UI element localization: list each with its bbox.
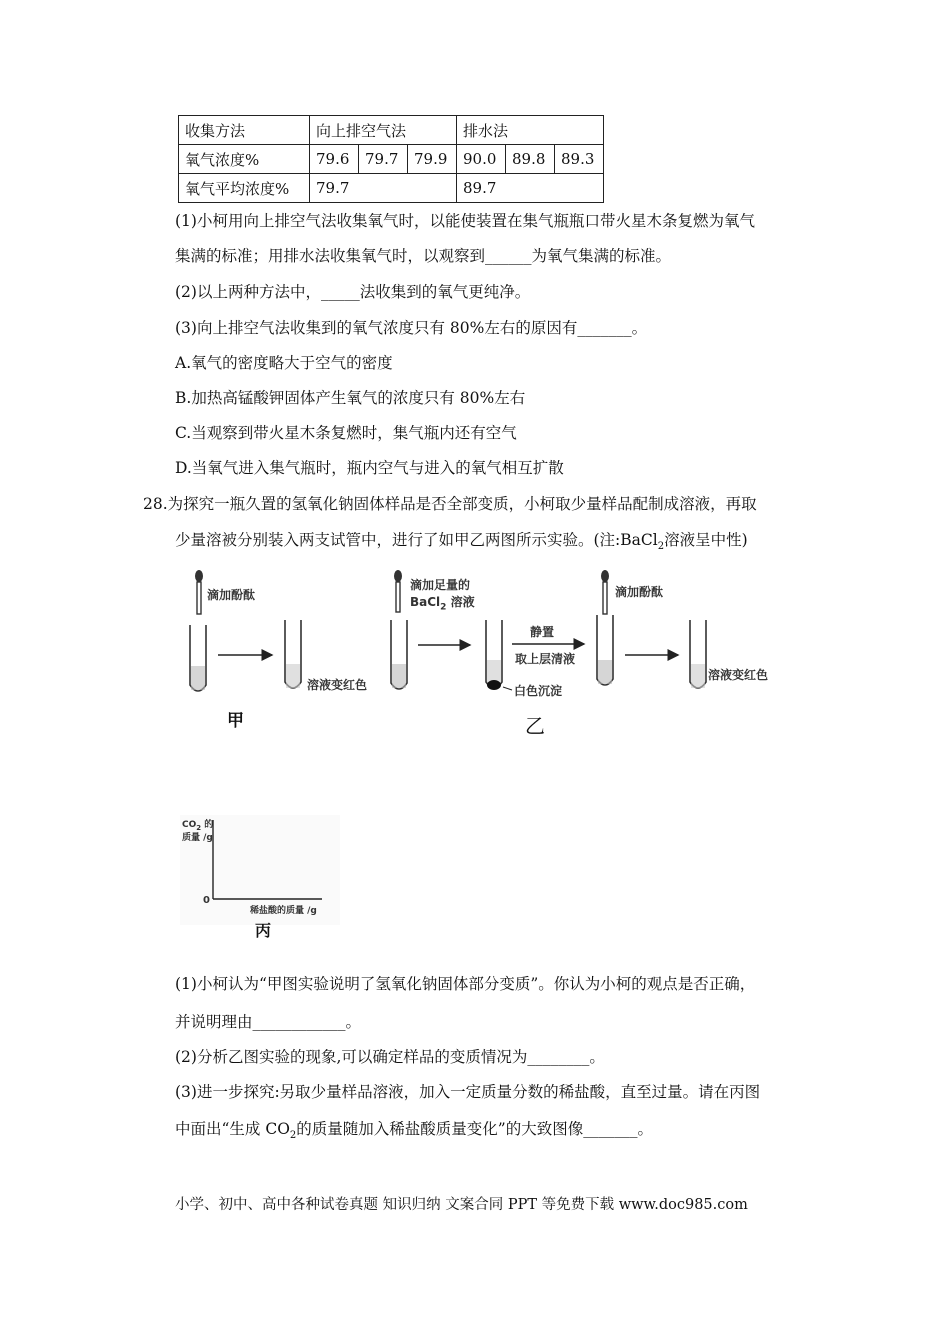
q28-part2: (2)分析乙图实验的现象,可以确定样品的变质情况为________。 — [175, 1048, 605, 1066]
subscript: 2 — [289, 1130, 297, 1142]
table-row-label: 氧气浓度% — [179, 145, 310, 174]
reagent-text: 溶液 — [446, 595, 475, 609]
test-tube-icon — [486, 620, 502, 690]
test-tube-icon — [597, 615, 613, 685]
yi-arrow-top-label: 静置 — [530, 625, 555, 639]
table-cell: 89.8 — [506, 145, 555, 174]
table-header-cell: 排水法 — [457, 116, 604, 145]
table-cell: 79.7 — [310, 174, 457, 203]
test-tube-icon — [690, 620, 706, 688]
test-tube-icon — [285, 620, 301, 688]
subscript: 2 — [440, 602, 447, 613]
q28-intro-text: 少量溶被分别装入两支试管中，进行了如甲乙两图所示实验。(注:BaCl — [175, 531, 658, 549]
table-cell: 90.0 — [457, 145, 506, 174]
q28-part1-line1: (1)小柯认为“甲图实验说明了氢氧化钠固体部分变质”。你认为小柯的观点是否正确， — [175, 975, 756, 993]
q28-part3-text: 中面出“生成 CO — [175, 1120, 290, 1138]
table-cell: 79.7 — [359, 145, 408, 174]
jia-result-label: 溶液变红色 — [307, 678, 368, 692]
pointer-line — [503, 687, 512, 690]
graph-xlabel: 稀盐酸的质量 /g — [250, 906, 317, 916]
yi-arrow-bottom-label: 取上层清液 — [515, 652, 576, 666]
reagent-text: BaCl — [410, 595, 441, 609]
dropper-icon — [601, 570, 609, 614]
dropper-icon — [195, 570, 203, 614]
figure-caption-yi: 乙 — [525, 714, 545, 738]
subscript: 2 — [196, 823, 202, 832]
q27-option-a: A.氧气的密度略大于空气的密度 — [175, 354, 393, 372]
q28-part3-text: 的质量随加入稀盐酸质量变化”的大致图像_______。 — [296, 1120, 653, 1138]
test-tube-icon — [190, 625, 206, 691]
table-header-cell: 收集方法 — [179, 116, 310, 145]
yi-dropper-label-1: 滴加足量的 — [410, 578, 471, 592]
subscript: 2 — [657, 541, 665, 553]
page-footer: 小学、初中、高中各种试卷真题 知识归纳 文案合同 PPT 等免费下载 www.doc985.com — [175, 1197, 748, 1213]
graph-ylabel-line2: 质量 /g — [182, 833, 213, 843]
q27-part2: (2)以上两种方法中，_____法收集到的氧气更纯净。 — [175, 283, 531, 301]
table-cell: 79.6 — [310, 145, 359, 174]
q27-option-d: D.当氧气进入集气瓶时，瓶内空气与进入的氧气相互扩散 — [175, 459, 564, 477]
yi-result-label: 溶液变红色 — [708, 668, 769, 682]
jia-dropper-label: 滴加酚酞 — [207, 588, 256, 602]
graph-ylabel-text: 的 — [201, 820, 214, 830]
q28-intro-text: 溶液呈中性) — [664, 531, 748, 549]
table-header-cell: 向上排空气法 — [310, 116, 457, 145]
q28-part1-line2: 并说明理由____________。 — [175, 1013, 362, 1031]
graph-caption: 丙 — [255, 921, 272, 940]
yi-dropper-label-2 — [410, 593, 475, 612]
q27-part1-line2: 集满的标准；用排水法收集氧气时，以观察到______为氧气集满的标准。 — [175, 247, 672, 265]
test-tube-icon — [391, 620, 407, 689]
q28-part3-line2 — [175, 1119, 653, 1146]
q27-part3: (3)向上排空气法收集到的氧气浓度只有 80%左右的原因有_______。 — [175, 319, 648, 337]
q27-option-b: B.加热高锰酸钾固体产生氧气的浓度只有 80%左右 — [175, 389, 526, 407]
graph-ylabel-text: CO — [182, 820, 197, 830]
table-row-label: 氧气平均浓度% — [179, 174, 310, 203]
yi-dropper2-label: 滴加酚酞 — [615, 585, 664, 599]
q28-part3-line1: (3)进一步探究:另取少量样品溶液，加入一定质量分数的稀盐酸，直至过量。请在丙图 — [175, 1083, 761, 1101]
q27-option-c: C.当观察到带火星木条复燃时，集气瓶内还有空气 — [175, 424, 517, 442]
table-cell: 89.7 — [457, 174, 604, 203]
figure-caption-jia: 甲 — [227, 711, 244, 731]
table-cell: 89.3 — [555, 145, 604, 174]
table-cell: 79.9 — [408, 145, 457, 174]
dropper-icon — [394, 570, 402, 612]
q27-part1-line1: (1)小柯用向上排空气法收集氧气时，以能使装置在集气瓶瓶口带火星木条复燃为氧气 — [175, 212, 755, 230]
q28-intro-line1: 28.为探究一瓶久置的氢氧化钠固体样品是否全部变质，小柯取少量样品配制成溶液，再取 — [143, 495, 757, 513]
yi-precipitate-label: 白色沉淀 — [514, 684, 563, 698]
graph-origin: 0 — [203, 895, 210, 906]
